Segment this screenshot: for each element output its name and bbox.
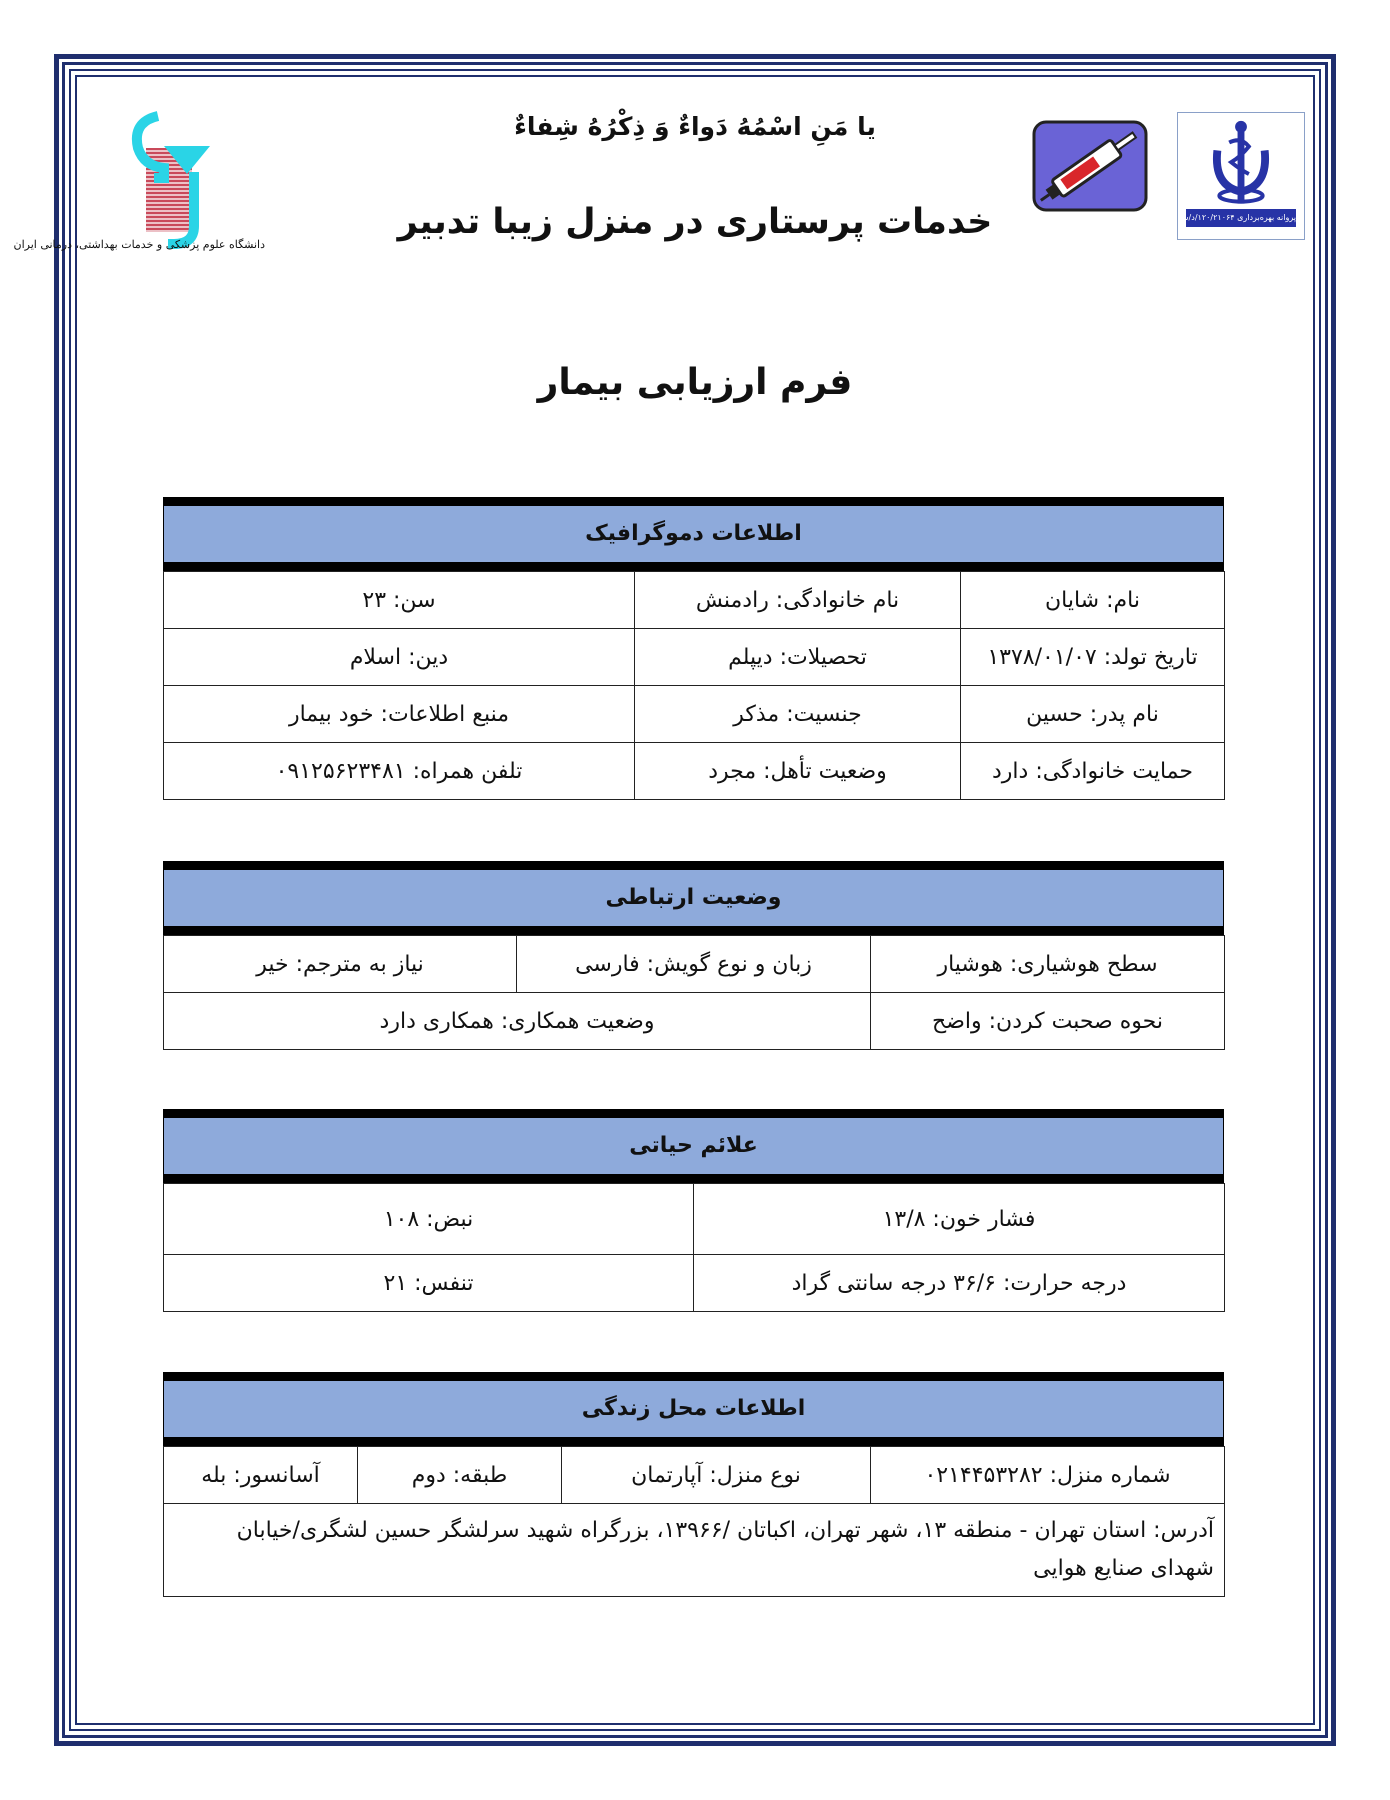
table-row: [164, 743, 1225, 800]
family-support-cell: حمایت خانوادگی: دارد: [961, 743, 1225, 800]
vital-signs-section: [163, 1109, 1224, 1312]
translator-need-cell: نیاز به مترجم: خیر: [164, 936, 517, 993]
table-row: [164, 686, 1225, 743]
blood-pressure-cell: فشار خون: ۱۳/۸: [694, 1184, 1225, 1255]
speech-manner-cell: نحوه صحبت کردن: واضح: [871, 993, 1225, 1050]
residence-title: اطلاعات محل زندگی: [163, 1372, 1224, 1446]
gender-cell: جنسیت: مذکر: [635, 686, 961, 743]
license-band: پروانه بهره‌برداری ۱۲۰/۲۱۰۶۴/د/س ۹۳: [1186, 209, 1296, 227]
marital-status-cell: وضعیت تأهل: مجرد: [635, 743, 961, 800]
info-source-cell: منبع اطلاعات: خود بیمار: [164, 686, 635, 743]
communication-section: [163, 861, 1224, 1050]
residence-section: [163, 1372, 1224, 1597]
table-row: [164, 1447, 1225, 1504]
cooperation-status-cell: وضعیت همکاری: همکاری دارد: [164, 993, 871, 1050]
birth-date-cell: تاریخ تولد: ۱۳۷۸/۰۱/۰۷: [961, 629, 1225, 686]
syringe-logo-icon: [1028, 116, 1152, 216]
temperature-cell: درجه حرارت: ۳۶/۶ درجه سانتی گراد: [694, 1255, 1225, 1312]
table-row: [164, 1255, 1225, 1312]
communication-title: وضعیت ارتباطی: [163, 861, 1224, 935]
table-row: [164, 993, 1225, 1050]
respiration-cell: تنفس: ۲۱: [164, 1255, 694, 1312]
communication-table: [163, 935, 1225, 1050]
demographic-title: اطلاعات دموگرافیک: [163, 497, 1224, 571]
language-cell: زبان و نوع گویش: فارسی: [517, 936, 871, 993]
mobile-phone-cell: تلفن همراه: ۰۹۱۲۵۶۲۳۴۸۱: [164, 743, 635, 800]
demographic-table: [163, 571, 1225, 800]
table-row: [164, 1504, 1225, 1597]
university-caption: دانشگاه علوم پزشکی و خدمات بهداشتی، درمانی ایران: [13, 238, 265, 251]
age-cell: سن: ۲۳: [164, 572, 635, 629]
education-cell: تحصیلات: دیپلم: [635, 629, 961, 686]
bismillah-heading: یا مَنِ اسْمُهُ دَواءٌ وَ ذِكْرُهُ شِفاءٌ: [514, 112, 876, 141]
father-name-cell: نام پدر: حسین: [961, 686, 1225, 743]
consciousness-level-cell: سطح هوشیاری: هوشیار: [871, 936, 1225, 993]
first-name-cell: نام: شایان: [961, 572, 1225, 629]
medical-license-logo: [1167, 112, 1305, 240]
home-phone-cell: شماره منزل: ۰۲۱۴۴۵۳۲۸۲: [871, 1447, 1225, 1504]
residence-table: [163, 1446, 1225, 1597]
pulse-cell: نبض: ۱۰۸: [164, 1184, 694, 1255]
organization-title: خدمات پرستاری در منزل زیبا تدبیر: [397, 202, 993, 242]
university-logo-icon: [13, 108, 268, 258]
home-type-cell: نوع منزل: آپارتمان: [562, 1447, 871, 1504]
floor-cell: طبقه: دوم: [358, 1447, 562, 1504]
elevator-cell: آسانسور: بله: [164, 1447, 358, 1504]
form-title: فرم ارزیابی بیمار: [537, 362, 853, 403]
vital-signs-table: [163, 1183, 1225, 1312]
vital-signs-title: علائم حیاتی: [163, 1109, 1224, 1183]
religion-cell: دین: اسلام: [164, 629, 635, 686]
table-row: [164, 572, 1225, 629]
table-row: [164, 936, 1225, 993]
table-row: [164, 1184, 1225, 1255]
demographic-section: [163, 497, 1224, 800]
address-cell: آدرس: استان تهران - منطقه ۱۳، شهر تهران، اکباتان /۱۳۹۶۶، بزرگراه شهید سرلشگر حسین لشگری/خیابان شهدای صنایع هوایی: [164, 1504, 1225, 1597]
last-name-cell: نام خانوادگی: رادمنش: [635, 572, 961, 629]
table-row: [164, 629, 1225, 686]
